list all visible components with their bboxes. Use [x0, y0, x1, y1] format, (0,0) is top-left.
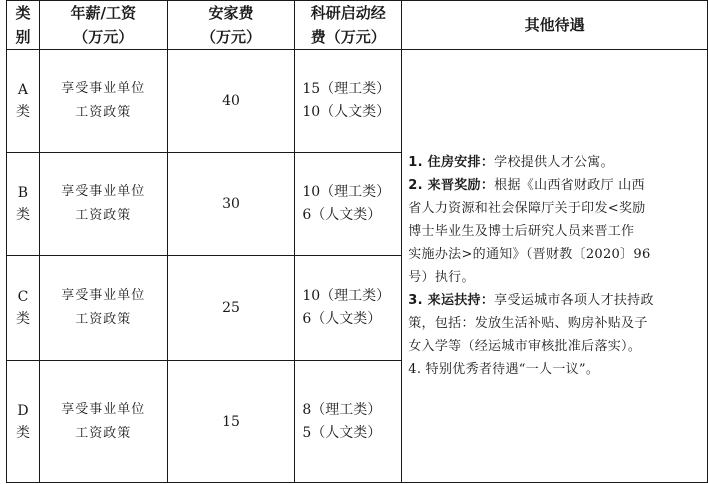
settle-fee-cell: 40 [167, 50, 295, 153]
header-salary: 年薪/工资 （万元） [39, 1, 167, 50]
type-cell: B 类 [7, 153, 40, 256]
table-header-row [7, 1, 708, 50]
benefit-item-special: 4. 特别优秀者待遇“一人一议”。 [408, 362, 600, 377]
startup-fund-cell: 15（理工类） 10（人文类） [295, 50, 402, 153]
salary-cell: 享受事业单位 工资政策 [39, 361, 167, 483]
header-settle-fee: 安家费 （万元） [167, 1, 295, 50]
type-cell: C 类 [7, 256, 40, 361]
table-row [7, 50, 708, 153]
header-startup-fund: 科研启动经 费（万元） [295, 1, 402, 50]
startup-fund-cell: 8（理工类） 5（人文类） [295, 361, 402, 483]
other-benefits-cell [402, 50, 708, 483]
header-other-benefits: 其他待遇 [402, 1, 708, 50]
salary-cell: 享受事业单位 工资政策 [39, 50, 167, 153]
header-type: 类 别 [7, 1, 40, 50]
type-cell: A 类 [7, 50, 40, 153]
benefit-item-reward: 2. 来晋奖励：根据《山西省财政厅 山西 省人力资源和社会保障厅关于印发<奖励 博士毕业生及博士后研究人员来晋工作 实施办法>的通知》（晋财教〔2020〕96 号）执行。 [408, 178, 651, 285]
type-cell: D 类 [7, 361, 40, 483]
benefit-item-housing: 1. 住房安排：学校提供人才公寓。 [408, 155, 614, 170]
settle-fee-cell: 15 [167, 361, 295, 483]
salary-cell: 享受事业单位 工资政策 [39, 256, 167, 361]
settle-fee-cell: 25 [167, 256, 295, 361]
benefit-item-support: 3. 来运扶持：享受运城市各项人才扶持政 策，包括：发放生活补贴、购房补贴及子 女入学等（经运城市审核批准后落实）。 [408, 293, 654, 354]
salary-cell: 享受事业单位 工资政策 [39, 153, 167, 256]
startup-fund-cell: 10（理工类） 6（人文类） [295, 153, 402, 256]
startup-fund-cell: 10（理工类） 6（人文类） [295, 256, 402, 361]
settle-fee-cell: 30 [167, 153, 295, 256]
talent-benefits-table [6, 0, 708, 483]
